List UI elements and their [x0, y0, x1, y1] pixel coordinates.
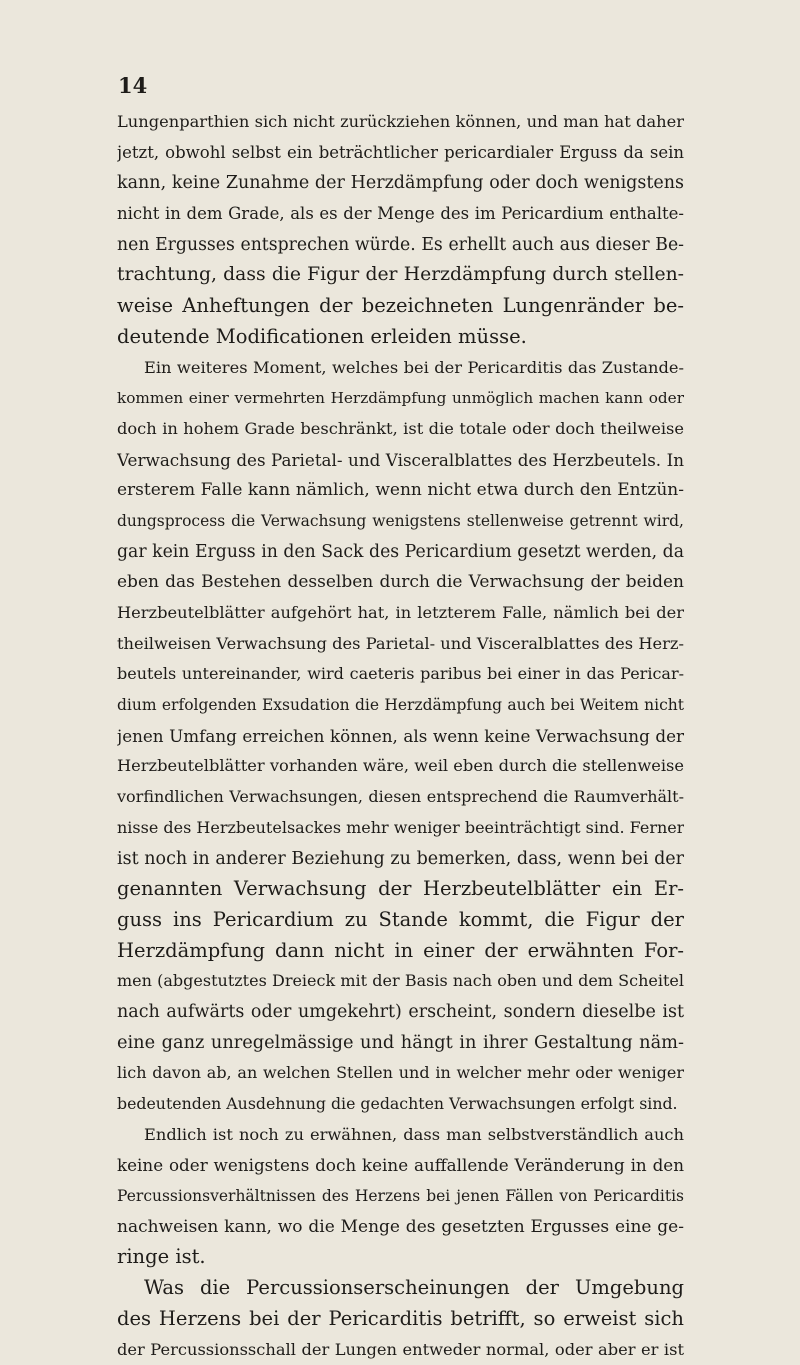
text-line: eine ganz unregelmässige und hängt in ihrer Gestaltung näm-: [117, 1028, 684, 1059]
text-line: ringe ist.: [117, 1242, 684, 1273]
text-line: lich davon ab, an welchen Stellen und in welcher mehr oder weniger: [117, 1058, 684, 1089]
text-line: nach aufwärts oder umgekehrt) erscheint, sondern dieselbe ist: [117, 997, 684, 1028]
text-line: nachweisen kann, wo die Menge des gesetzten Ergusses eine ge-: [117, 1212, 684, 1243]
text-line: Herzbeutelblätter vorhanden wäre, weil eben durch die stellenweise: [117, 751, 684, 782]
text-line: Endlich ist noch zu erwähnen, dass man selbstverständlich auch: [117, 1120, 684, 1151]
text-line: guss ins Pericardium zu Stande kommt, die Figur der: [117, 905, 684, 936]
text-line: kommen einer vermehrten Herzdämpfung unmöglich machen kann oder: [117, 383, 684, 414]
text-line: trachtung, dass die Figur der Herzdämpfung durch stellen-: [117, 260, 684, 291]
text-line: deutende Modificationen erleiden müsse.: [117, 322, 684, 353]
text-line: ist noch in anderer Beziehung zu bemerken, dass, wenn bei der: [117, 844, 684, 875]
text-line: weise Anheftungen der bezeichneten Lungenränder be-: [117, 291, 684, 322]
text-line: kann, keine Zunahme der Herzdämpfung oder doch wenigstens: [117, 168, 684, 199]
page-number: 14: [118, 75, 147, 96]
text-line: Percussionsverhältnissen des Herzens bei jenen Fällen von Pericarditis: [117, 1181, 684, 1212]
text-line: genannten Verwachsung der Herzbeutelblätter ein Er-: [117, 874, 684, 905]
text-line: des Herzens bei der Pericarditis betrifft, so erweist sich: [117, 1304, 684, 1335]
text-line: men (abgestutztes Dreieck mit der Basis nach oben und dem Scheitel: [117, 966, 684, 997]
text-line: doch in hohem Grade beschränkt, ist die totale oder doch theilweise: [117, 414, 684, 445]
text-line: gar kein Erguss in den Sack des Pericardium gesetzt werden, da: [117, 537, 684, 568]
text-line: nen Ergusses entsprechen würde. Es erhellt auch aus dieser Be-: [117, 230, 684, 261]
body-text: [117, 107, 684, 1365]
text-line: Herzbeutelblätter aufgehört hat, in letzterem Falle, nämlich bei der: [117, 598, 684, 629]
text-line: Herzdämpfung dann nicht in einer der erwähnten For-: [117, 936, 684, 967]
text-line: jetzt, obwohl selbst ein beträchtlicher pericardialer Erguss da sein: [117, 138, 684, 169]
text-line: theilweisen Verwachsung des Parietal- und Visceralblattes des Herz-: [117, 629, 684, 660]
text-line: nicht in dem Grade, als es der Menge des im Pericardium enthalte-: [117, 199, 684, 230]
text-line: dungsprocess die Verwachsung wenigstens stellenweise getrennt wird,: [117, 506, 684, 537]
text-line: beutels untereinander, wird caeteris paribus bei einer in das Pericar-: [117, 659, 684, 690]
text-line: keine oder wenigstens doch keine auffallende Veränderung in den: [117, 1150, 684, 1181]
text-line: Verwachsung des Parietal- und Visceralblattes des Herzbeutels. In: [117, 445, 684, 476]
text-line: vorfindlichen Verwachsungen, diesen entsprechend die Raumverhält-: [117, 782, 684, 813]
text-line: Lungenparthien sich nicht zurückziehen können, und man hat daher: [117, 107, 684, 138]
text-line: Was die Percussionserscheinungen der Umgebung: [117, 1273, 684, 1304]
text-line: Ein weiteres Moment, welches bei der Pericarditis das Zustande-: [117, 353, 684, 384]
text-line: eben das Bestehen desselben durch die Verwachsung der beiden: [117, 567, 684, 598]
text-line: der Percussionsschall der Lungen entweder normal, oder aber er ist: [117, 1335, 684, 1365]
text-line: ersterem Falle kann nämlich, wenn nicht etwa durch den Entzün-: [117, 475, 684, 506]
text-line: dium erfolgenden Exsudation die Herzdämpfung auch bei Weitem nicht: [117, 690, 684, 721]
text-line: nisse des Herzbeutelsackes mehr weniger beeinträchtigt sind. Ferner: [117, 813, 684, 844]
text-line: bedeutenden Ausdehnung die gedachten Verwachsungen erfolgt sind.: [117, 1089, 684, 1120]
text-line: jenen Umfang erreichen können, als wenn keine Verwachsung der: [117, 721, 684, 752]
